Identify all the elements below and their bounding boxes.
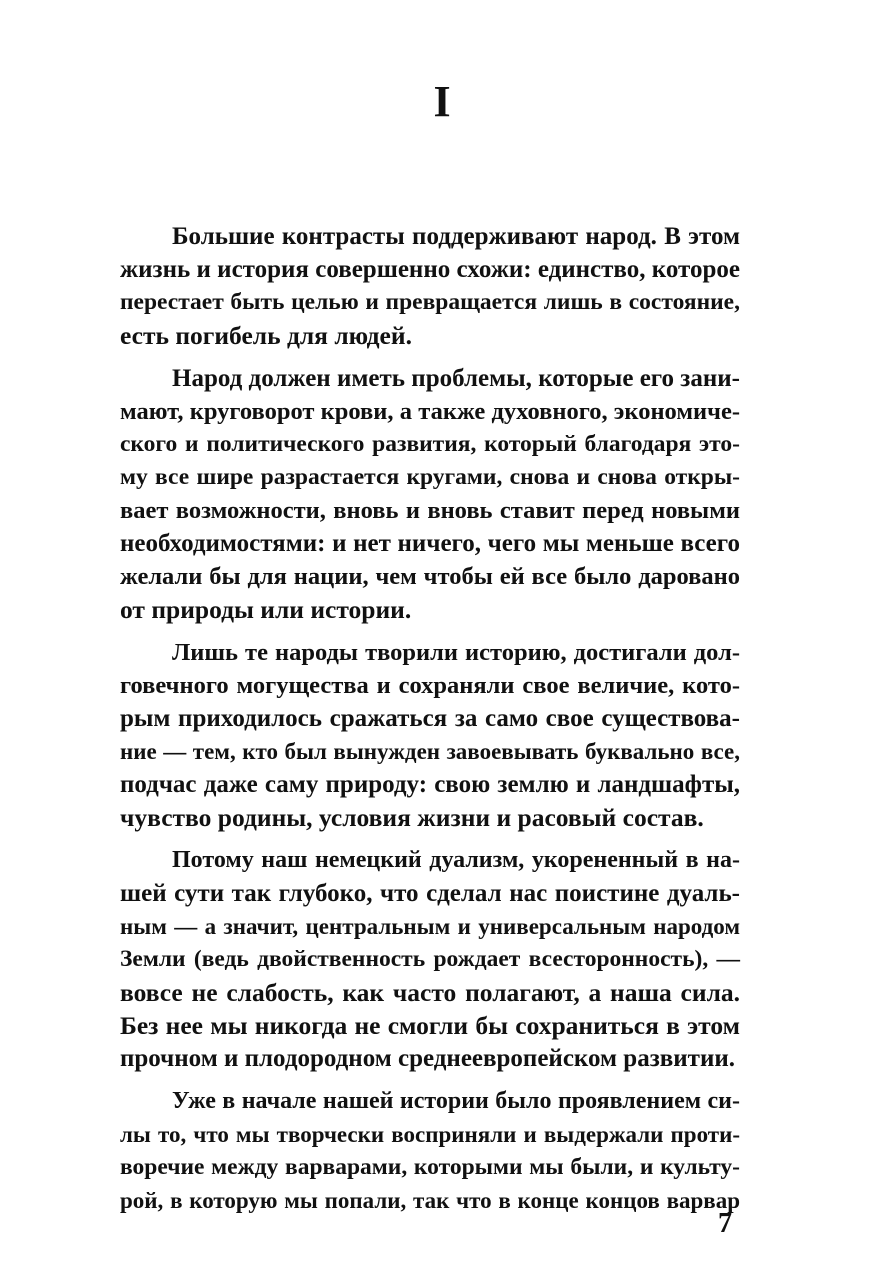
- text-line: необходимостями: и нет ничего, чего мы меньше всего: [120, 530, 740, 557]
- text-line: ным — а значит, центральным и универсальным народом: [120, 914, 740, 939]
- paragraph: [120, 636, 740, 834]
- paragraph: [120, 844, 740, 1075]
- text-line: лы то, что мы творчески восприняли и выдержали проти-: [120, 1122, 740, 1147]
- text-line: Лишь те народы творили историю, достигали дол-: [172, 639, 740, 666]
- text-line: ского и политического развития, который благодаря это-: [120, 431, 740, 457]
- text-line: чувство родины, условия жизни и расовый состав.: [120, 803, 704, 832]
- text-line: перестает быть целью и превращается лишь в состояние,: [120, 289, 740, 315]
- paragraph: [120, 362, 740, 626]
- text-line: от природы или истории.: [120, 595, 412, 624]
- text-line: шей сути так глубоко, что сделал нас поистине дуаль-: [120, 880, 740, 907]
- paragraph: [120, 1085, 740, 1217]
- text-line: рым приходилось сражаться за само свое существова-: [120, 705, 740, 732]
- text-line: рой, в которую мы попали, так что в конце концов варвар: [120, 1188, 740, 1213]
- body-text: [120, 220, 740, 1227]
- text-line: вовсе не слабость, как часто полагают, а наша сила.: [120, 978, 740, 1007]
- text-line: воречие между варварами, которыми мы были, и культу-: [120, 1154, 740, 1180]
- text-line: подчас даже саму природу: свою землю и ландшафты,: [120, 771, 740, 798]
- text-line: жизнь и история совершенно схожи: единство, которое: [120, 256, 740, 283]
- text-line: Земли (ведь двойственность рождает всесторонность), —: [120, 946, 740, 972]
- text-line: есть погибель для людей.: [120, 321, 412, 350]
- text-line: ние — тем, кто был вынужден завоевывать буквально все,: [120, 739, 740, 764]
- text-line: му все шире разрастается кругами, снова и снова откры-: [120, 464, 740, 490]
- page-number: 7: [718, 1208, 732, 1239]
- text-line: Народ должен иметь проблемы, которые его зани-: [172, 365, 740, 392]
- text-line: вает возможности, вновь и вновь ставит перед новыми: [120, 497, 740, 524]
- chapter-number: I: [433, 77, 451, 126]
- paragraph: [120, 220, 740, 352]
- text-line: Потому наш немецкий дуализм, укорененный в на-: [172, 847, 740, 873]
- text-line: Уже в начале нашей истории было проявлением си-: [172, 1088, 740, 1114]
- text-line: мают, круговорот крови, а также духовного, экономиче-: [120, 398, 740, 425]
- text-line: прочном и плодородном среднеевропейском развитии.: [120, 1045, 736, 1072]
- text-line: Большие контрасты поддерживают народ. В этом: [172, 223, 740, 250]
- text-line: желали бы для нации, чем чтобы ей все было даровано: [120, 563, 740, 590]
- text-line: Без нее мы никогда не смогли бы сохраниться в этом: [120, 1011, 740, 1040]
- text-line: говечного могущества и сохраняли свое величие, кото-: [120, 672, 740, 699]
